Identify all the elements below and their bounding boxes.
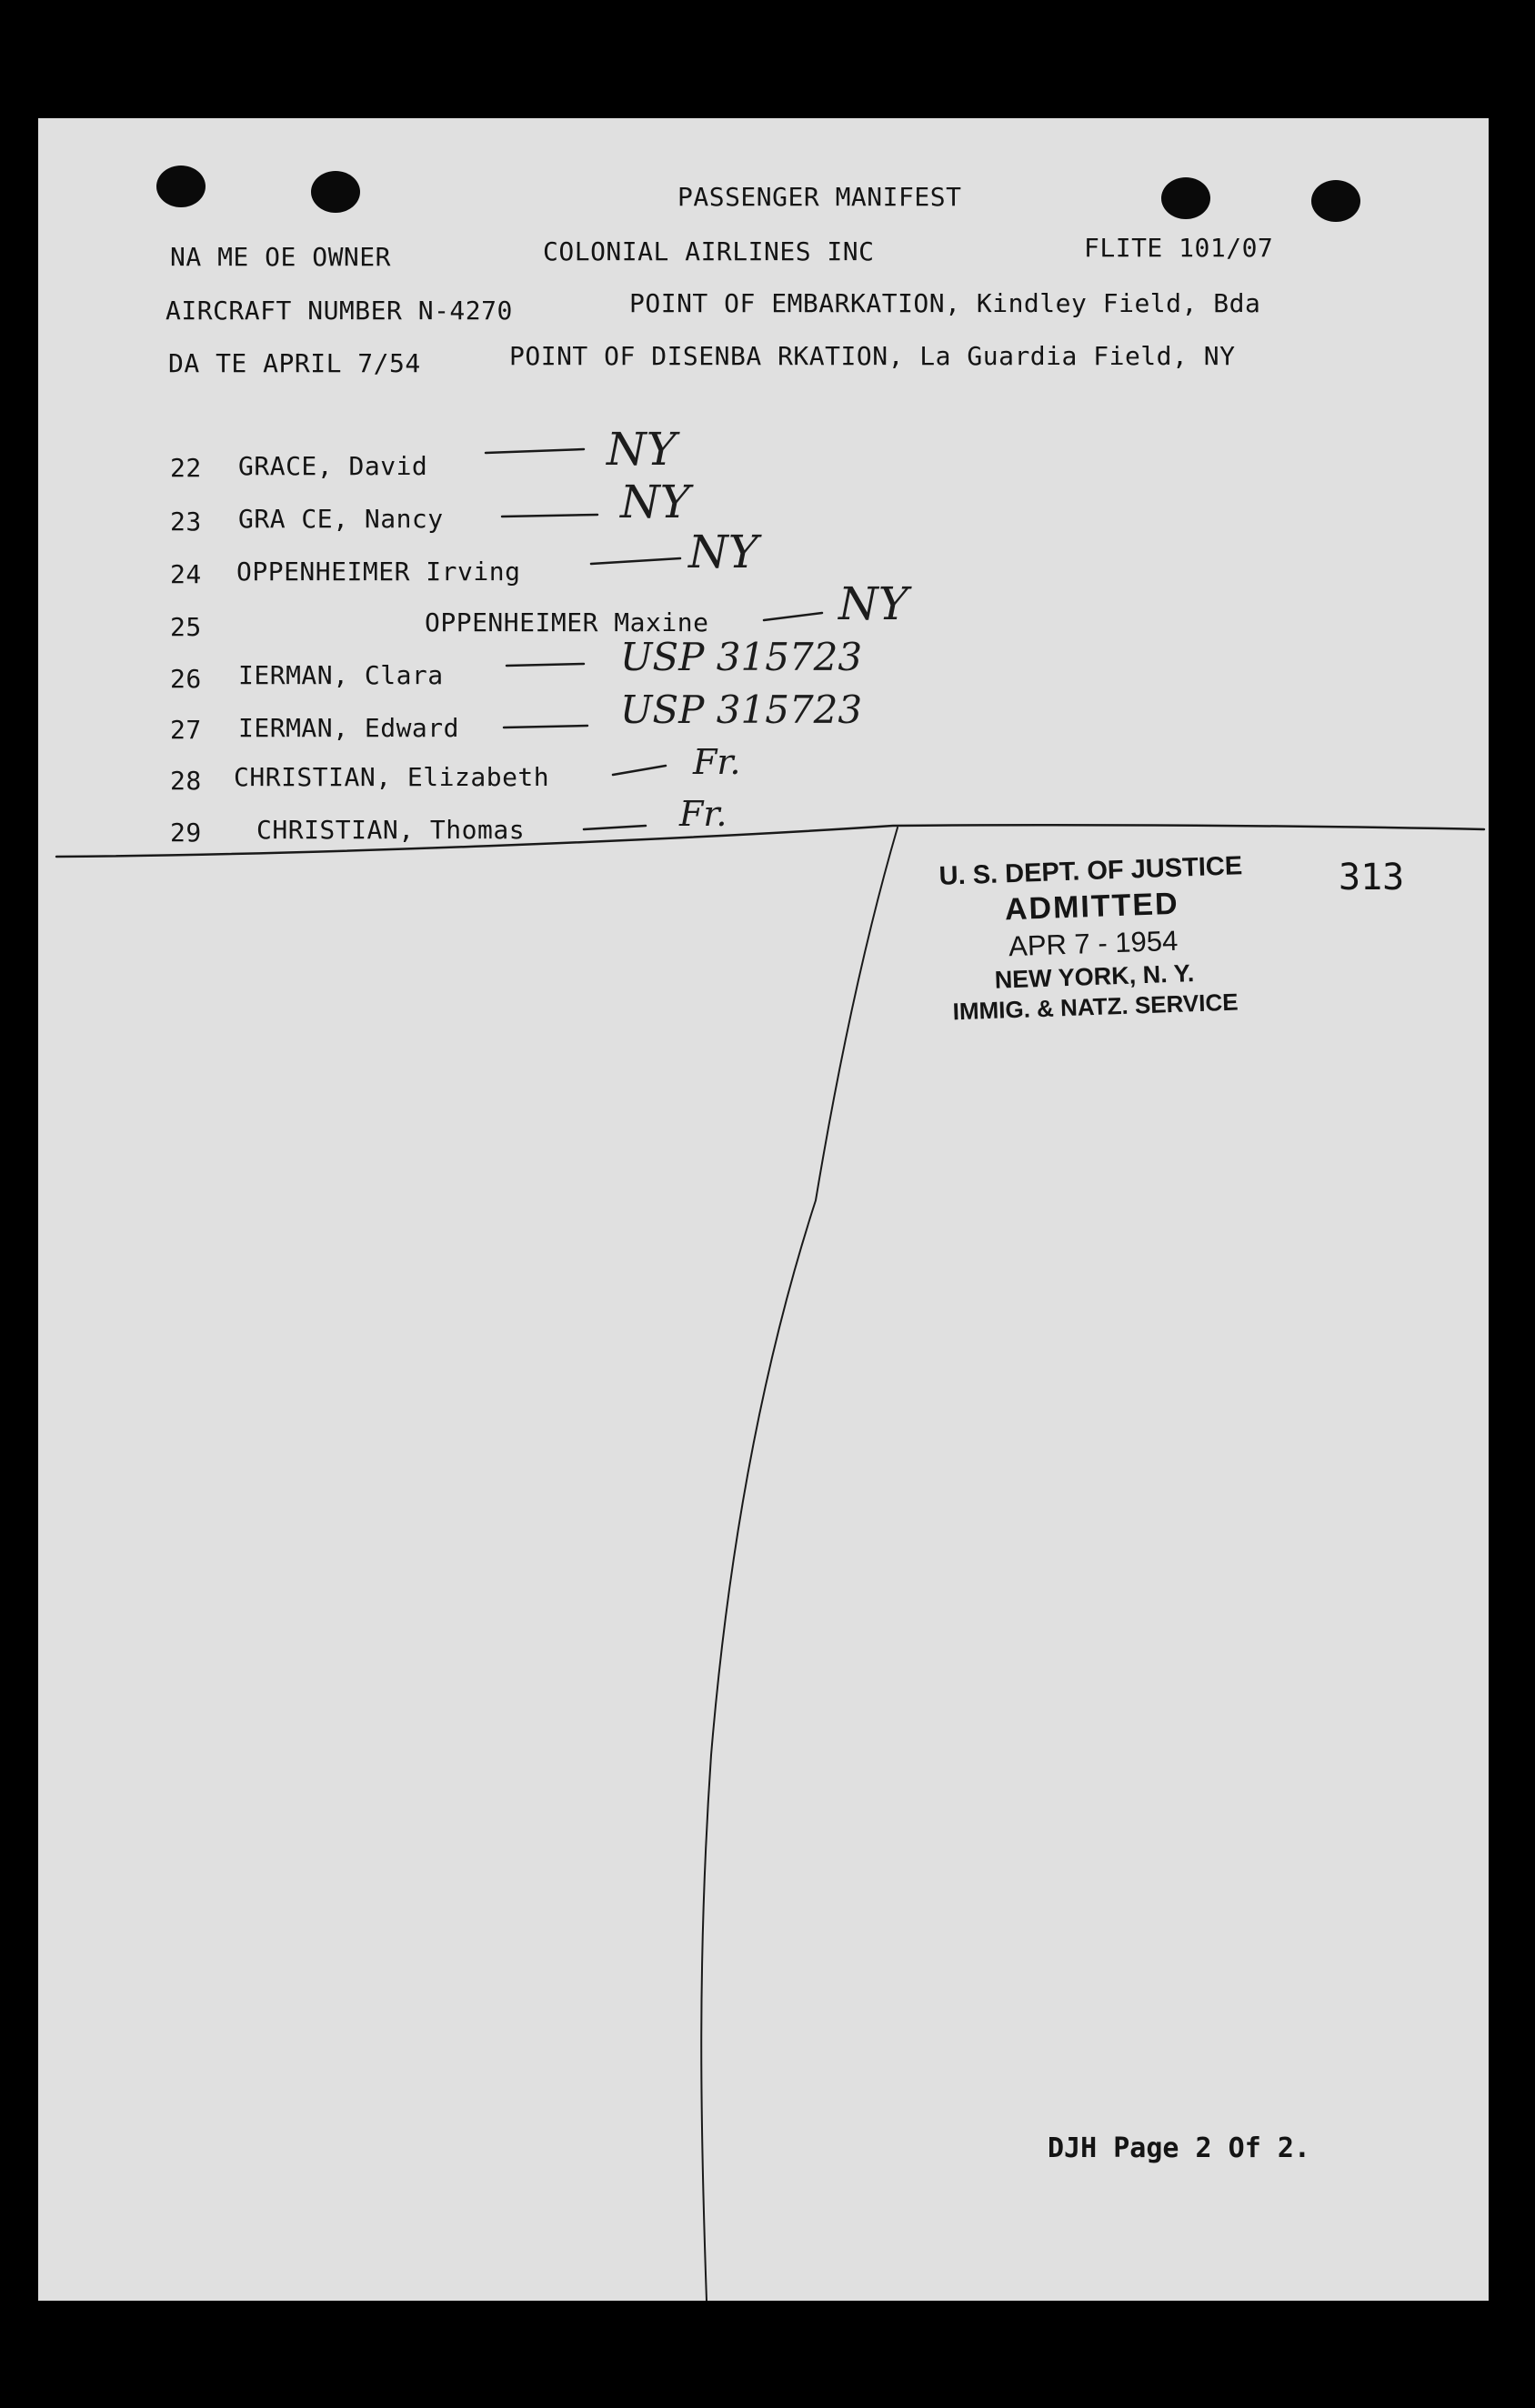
dash-stroke — [502, 515, 597, 517]
owner-name: COLONIAL AIRLINES INC — [543, 236, 875, 266]
vertical-pen-line — [701, 828, 898, 2301]
passenger-passport-note: USP 315723 — [620, 635, 863, 679]
passenger-number: 24 — [170, 559, 202, 589]
passenger-destination-note: NY — [620, 476, 690, 528]
passenger-name: GRA CE, Nancy — [238, 504, 444, 534]
admitted-stamp — [936, 849, 1250, 1028]
pen-strokes — [38, 118, 1489, 2301]
separator-line — [56, 825, 1484, 857]
passenger-destination-note: NY — [838, 577, 908, 630]
passenger-passport-note: USP 315723 — [620, 687, 863, 732]
dash-stroke — [507, 664, 584, 666]
passenger-number: 26 — [170, 664, 202, 694]
passenger-number: 25 — [170, 612, 202, 642]
stamp-date: APR 7 - 1954 — [1008, 924, 1179, 962]
stamp-agency: U. S. DEPT. OF JUSTICE — [938, 851, 1243, 891]
manifest-date: DA TE APRIL 7/54 — [168, 348, 421, 378]
passenger-number: 27 — [170, 715, 202, 745]
passenger-name: OPPENHEIMER Irving — [236, 557, 521, 587]
stamp-service: IMMIG. & NATZ. SERVICE — [952, 988, 1239, 1026]
dash-stroke — [613, 766, 666, 775]
passenger-name: CHRISTIAN, Thomas — [256, 815, 526, 845]
aircraft-number: AIRCRAFT NUMBER N-4270 — [166, 296, 513, 326]
dash-stroke — [591, 558, 680, 564]
document-title: PASSENGER MANIFEST — [677, 182, 962, 212]
passenger-destination-note: Fr. — [693, 742, 741, 782]
embarkation-point: POINT OF EMBARKATION, Kindley Field, Bda — [629, 288, 1261, 318]
passenger-name: IERMAN, Edward — [238, 713, 460, 743]
stamp-status: ADMITTED — [1004, 886, 1180, 928]
disembarkation-point: POINT OF DISENBA RKATION, La Guardia Field, NY — [509, 341, 1236, 371]
dash-stroke — [486, 449, 584, 453]
page-footer: DJH Page 2 Of 2. — [1048, 2132, 1310, 2164]
stamp-location: NEW YORK, N. Y. — [994, 958, 1195, 994]
passenger-name: CHRISTIAN, Elizabeth — [234, 762, 550, 792]
manifest-sheet — [38, 118, 1489, 2301]
dash-stroke — [504, 726, 587, 727]
passenger-name: GRACE, David — [238, 451, 428, 481]
passenger-number: 23 — [170, 507, 202, 537]
passenger-number: 22 — [170, 453, 202, 483]
passenger-destination-note: NY — [688, 526, 758, 578]
dash-stroke — [764, 613, 822, 620]
passenger-name: OPPENHEIMER Maxine — [425, 607, 709, 637]
passenger-destination-note: NY — [607, 423, 677, 476]
passenger-name: IERMAN, Clara — [238, 660, 444, 690]
sheet-number: 313 — [1339, 857, 1405, 898]
flight-number: FLITE 101/07 — [1084, 233, 1274, 263]
dash-stroke — [584, 826, 646, 829]
owner-label: NA ME OE OWNER — [170, 242, 392, 272]
passenger-destination-note: Fr. — [679, 794, 727, 834]
passenger-number: 28 — [170, 766, 202, 796]
passenger-number: 29 — [170, 818, 202, 848]
